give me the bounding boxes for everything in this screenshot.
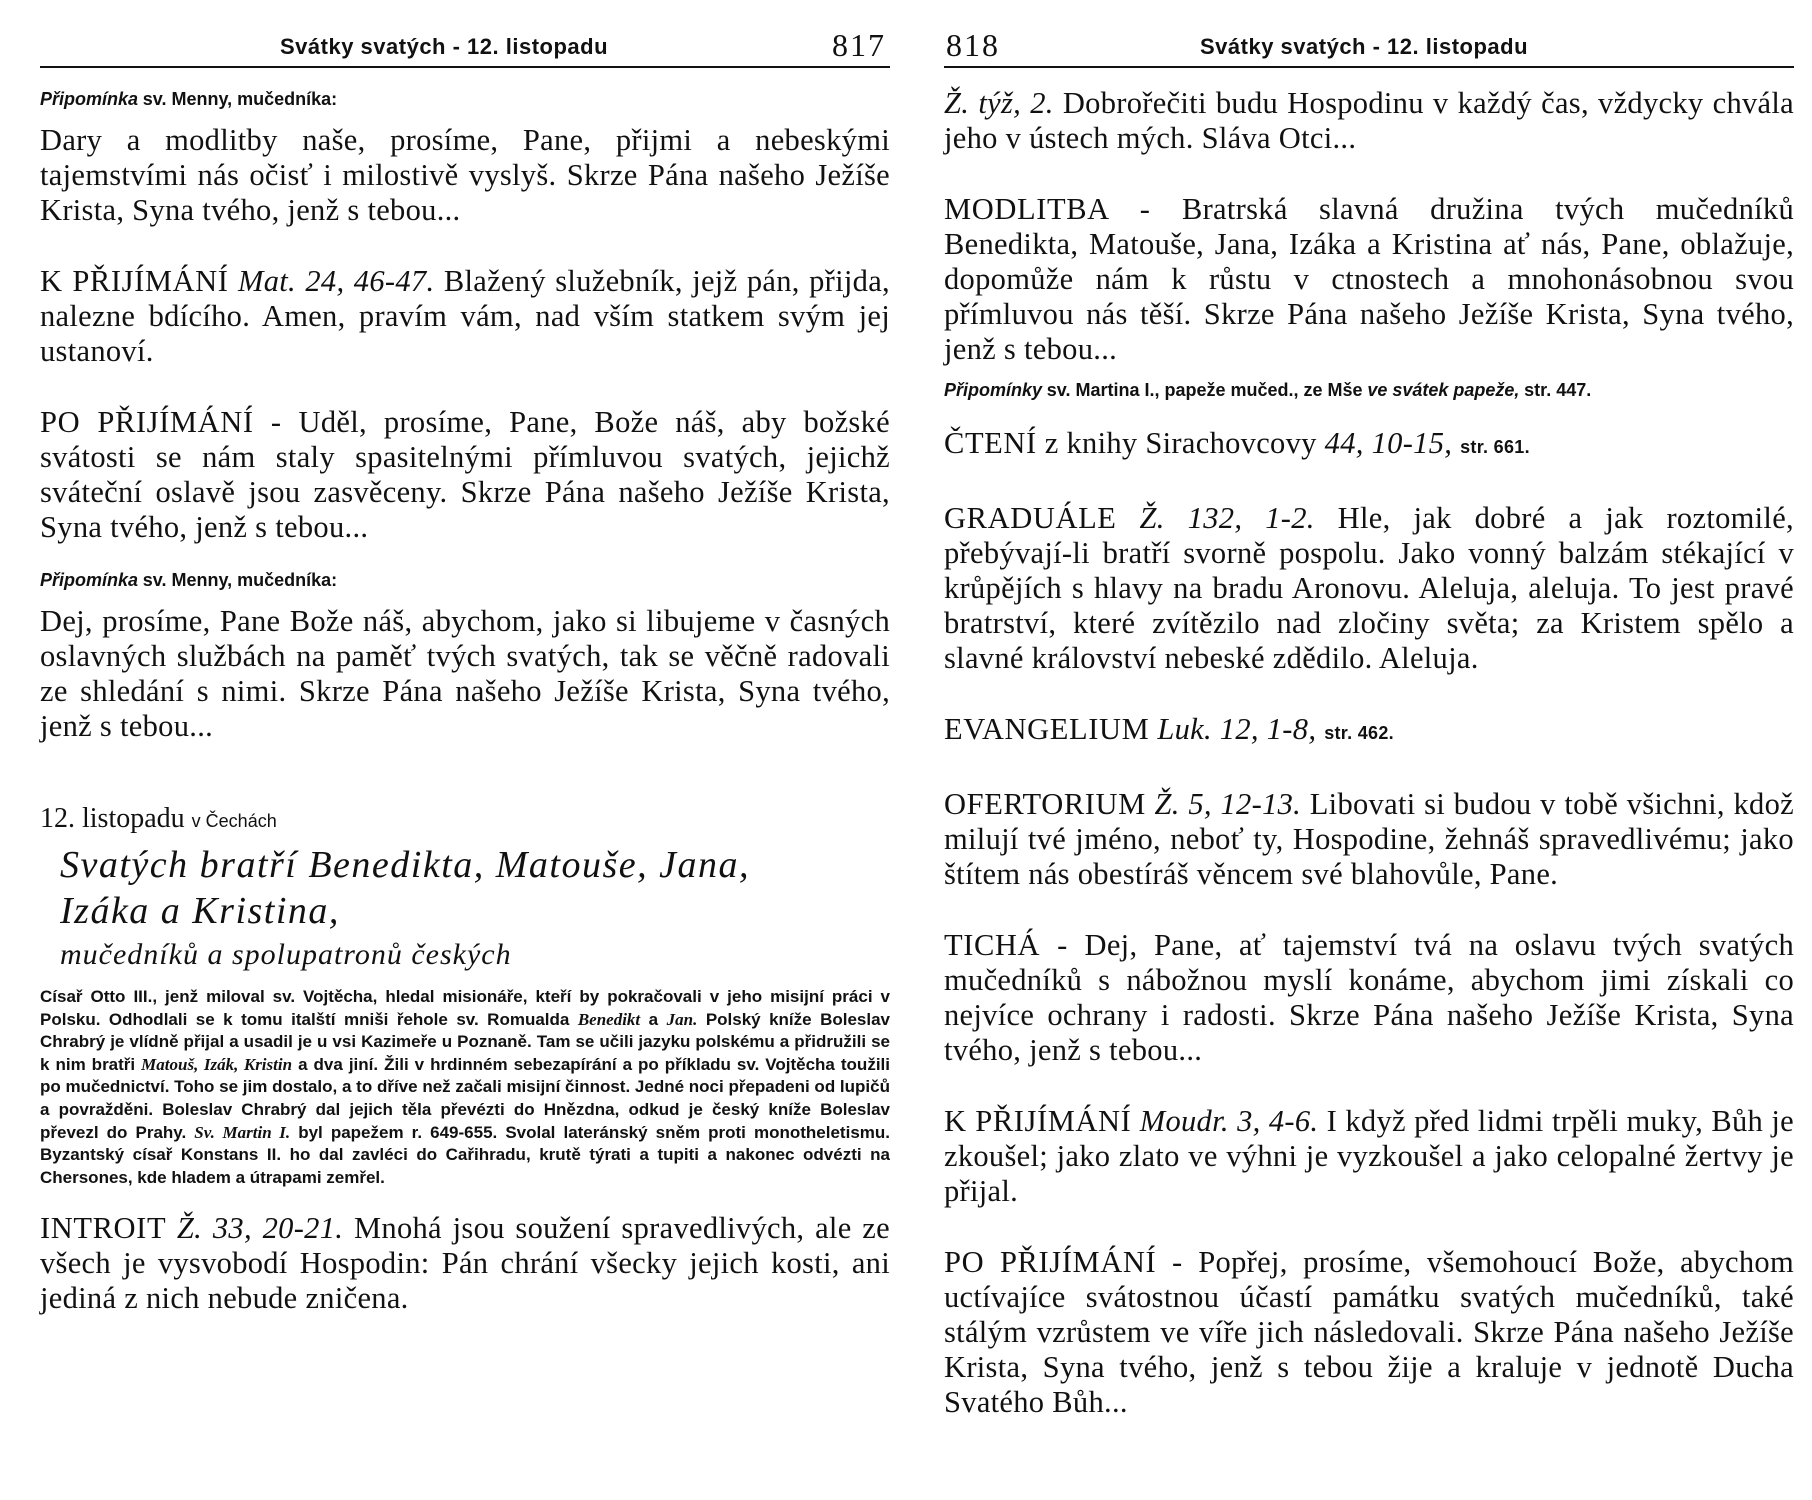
section-heading: OFERTORIUM — [944, 787, 1146, 821]
scripture-reference: Moudr. 3, 4-6. — [1139, 1104, 1319, 1138]
bio-text: a dva jiní. Žili v hrdinném sebezapírání a po příkladu sv. Vojtěcha toužili po mučednictví. Toho se jim dostalo, a to dříve než začali misijní činnost. Jedné noci přepadeni od lupičů a povražděni. Boleslav Chrabrý dal jejich těla převézti do Hnězdna, odkud je český kníže Boleslav převezl do Prahy. — [40, 1054, 890, 1142]
reading-section — [944, 426, 1794, 465]
section-text: Popřej, prosíme, všemohoucí Bože, abychom uctívajíce svátostnou účastí památku svatých mučedníků, také stálým vzrůstem ve víře jich následovali. Skrze Pána našeho Ježíše Krista, Syna tvého, jenž s tebou žije a kraluje v jednotě Ducha Svatého Bůh... — [944, 1245, 1794, 1419]
bio-text: Polský kníže Boleslav Chrabrý je vlídně přijal a usadil je u vsi Kazimeře u Poznaně. Tam se učili jazyku polskému a přidružili se k nim bratři — [40, 1009, 891, 1074]
commemoration-heading — [40, 86, 890, 113]
gradual-section — [944, 501, 1794, 676]
psalm-verse — [944, 86, 1794, 156]
section-text: Mnohá jsou soužení spravedlivých, ale ze všech je vysvobodí Hospodin: Pán chrání všecky jejich kosti, ani jediná z nich nebude zničena. — [40, 1211, 890, 1316]
running-title: Svátky svatých - 12. listopadu — [1200, 34, 1529, 59]
scripture-reference: Ž. 5, 12-13. — [1154, 787, 1302, 821]
bio-name: Sv. Martin I. — [194, 1122, 291, 1142]
section-text: I když před lidmi trpěli muky, Bůh je zkoušel; jako zlato ve výhni je vyzkoušel a jako celopalné žertvy je přijal. — [944, 1104, 1794, 1208]
scripture-reference: Luk. 12, 1-8, — [1157, 712, 1317, 746]
running-head-left — [40, 26, 890, 68]
commemoration-prayer: Dary a modlitby naše, prosíme, Pane, přijmi a nebeskými tajemstvími nás očisť i milostivě vyslyš. Skrze Pána našeho Ježíše Krista, Syna tvého, jenž s tebou... — [40, 123, 890, 227]
section-heading: ČTENÍ — [944, 426, 1037, 460]
section-text: z knihy Sirachovcovy — [1044, 426, 1317, 460]
commemoration-saint: sv. Menny, mučedníka: — [142, 89, 338, 109]
commemoration-prayer: Dej, prosíme, Pane Bože náš, abychom, jako si libujeme v časných oslavných službách na paměť tvých svatých, tak se věčně radovali ze shledání s nimi. Skrze Pána našeho Ježíše Krista, Syna tvého, jenž s tebou... — [40, 604, 890, 743]
section-heading: GRADUÁLE — [944, 501, 1117, 535]
communion-section — [40, 264, 890, 369]
running-head-right — [944, 26, 1794, 68]
gospel-section — [944, 712, 1794, 751]
section-text: Libovati si budou v tobě všichni, kdož milují tvé jméno, neboť ty, Hospodine, žehnáš spravedlivému; jako štítem nás obestíráš věncem své blahovůle, Pane. — [944, 787, 1794, 891]
right-page — [944, 0, 1794, 1500]
section-text: Blažený služebník, jejž pán, přijda, nalezne bdícího. Amen, pravím vám, nad vším statkem svým jej ustanoví. — [40, 264, 890, 368]
page-number: 817 — [832, 27, 886, 63]
section-heading: K PŘIJÍMÁNÍ — [40, 264, 229, 298]
commemoration-saint: sv. Menny, mučedníka: — [142, 570, 338, 590]
feast-place: v Čechách — [191, 811, 277, 831]
right-column — [944, 86, 1794, 1420]
section-text: Uděl, prosíme, Pane, Bože náš, aby božské svátosti se nám staly spasitelnými přímluvou svatých, jejichž sváteční oslavě jsou zasvěceny. Skrze Pána našeho Ježíše Krista, Syna tvého, jenž s tebou... — [40, 405, 890, 544]
bio-text: Císař Otto III., jenž miloval sv. Vojtěcha, hledal misionáře, kteří by pokračovali v jeho misijní práci v Polsku. Odhodlali se k tomu italští mniši řehole sv. Romualda — [40, 987, 890, 1029]
feast-subtitle: mučedníků a spolupatronů českých — [60, 938, 512, 971]
section-heading: PO PŘIJÍMÁNÍ - — [944, 1245, 1183, 1279]
saints-biography — [40, 986, 890, 1189]
bio-text: a — [648, 1009, 659, 1029]
commemoration-label: Připomínka — [40, 89, 139, 109]
introit-section — [40, 1211, 890, 1316]
bio-name: Matouš, Izák, Kristin — [141, 1054, 293, 1074]
bio-text: byl papežem r. 649-655. Svolal lateránský sněm proti monotheletismu. Byzantský císař Konstans II. ho dal zavléci do Cařihradu, krutě týrati a tupiti a nakonec odvézti na Chersones, kde hladem a útrapami zemřel. — [40, 1122, 890, 1187]
section-heading: INTROIT — [40, 1211, 167, 1246]
section-heading: EVANGELIUM — [944, 712, 1150, 746]
section-heading: MODLITBA - — [944, 192, 1151, 226]
feast-date — [40, 802, 890, 838]
scripture-reference: 44, 10-15, — [1324, 426, 1453, 460]
section-text: Dobrořečiti budu Hospodinu v každý čas, vždycky chvála jeho v ústech mých. Sláva Otci... — [944, 86, 1794, 155]
scripture-reference: Ž. týž, 2. — [944, 86, 1054, 120]
section-heading: PO PŘIJÍMÁNÍ - — [40, 405, 282, 439]
secret-section — [944, 928, 1794, 1068]
section-heading: TICHÁ - — [944, 928, 1068, 962]
collect-section — [944, 192, 1794, 367]
communion-section — [944, 1104, 1794, 1209]
commemoration-note — [944, 377, 1794, 404]
feast-title-line-1: Svatých bratří Benedikta, Matouše, Jana, — [60, 844, 751, 886]
running-title: Svátky svatých - 12. listopadu — [280, 34, 609, 59]
feast-day: 12. listopadu — [40, 803, 185, 834]
bio-name: Benedikt — [577, 1009, 641, 1029]
section-text: Dej, Pane, ať tajemství tvá na oslavu tvých svatých mučedníků s nábožnou myslí konáme, abychom jimi získali co nejvíce ochrany i radosti. Skrze Pána našeho Ježíše Krista, Syna tvého, jenž s tebou... — [944, 928, 1794, 1067]
left-page — [40, 0, 890, 1500]
bio-name: Jan. — [666, 1009, 698, 1029]
page-number: 818 — [946, 27, 1000, 63]
commemoration-mass: ve svátek papeže, — [1367, 380, 1520, 400]
scripture-reference: Ž. 33, 20-21. — [176, 1211, 344, 1246]
postcommunion-section — [944, 1245, 1794, 1420]
scripture-reference: Ž. 132, 1-2. — [1139, 501, 1315, 535]
page-reference: str. 447. — [1524, 380, 1592, 400]
commemoration-saint: sv. Martina I., papeže mučed., ze Mše — [1046, 380, 1363, 400]
feast-title-line-2: Izáka a Kristina, — [60, 890, 340, 932]
section-heading: K PŘIJÍMÁNÍ — [944, 1104, 1132, 1138]
offertory-section — [944, 787, 1794, 892]
page-reference: str. 661. — [1460, 437, 1530, 457]
postcommunion-section — [40, 405, 890, 545]
left-column — [40, 86, 890, 1316]
commemoration-label: Připomínka — [40, 570, 139, 590]
scripture-reference: Mat. 24, 46-47. — [237, 264, 435, 298]
commemoration-label: Připomínky — [944, 380, 1043, 400]
page-reference: str. 462. — [1324, 723, 1394, 743]
section-text: Hle, jak dobré a jak roztomilé, přebývají-li bratří svorně pospolu. Jako vonný balzám stékající v krůpějích s hlavy na bradu Aronovu. Aleluja, aleluja. To jest pravé bratrství, které zvítězilo nad zločiny světa; za Kristem spělo a slavné království nebeské zdědilo. Aleluja. — [944, 501, 1794, 675]
commemoration-heading — [40, 567, 890, 594]
section-text: Bratrská slavná družina tvých mučedníků Benedikta, Matouše, Jana, Izáka a Kristina ať nás, Pane, oblažuje, dopomůže nám k růstu v ctnostech a mnohonásobnou svou přímluvou nás těší. Skrze Pána našeho Ježíše Krista, Syna tvého, jenž s tebou... — [944, 192, 1794, 366]
